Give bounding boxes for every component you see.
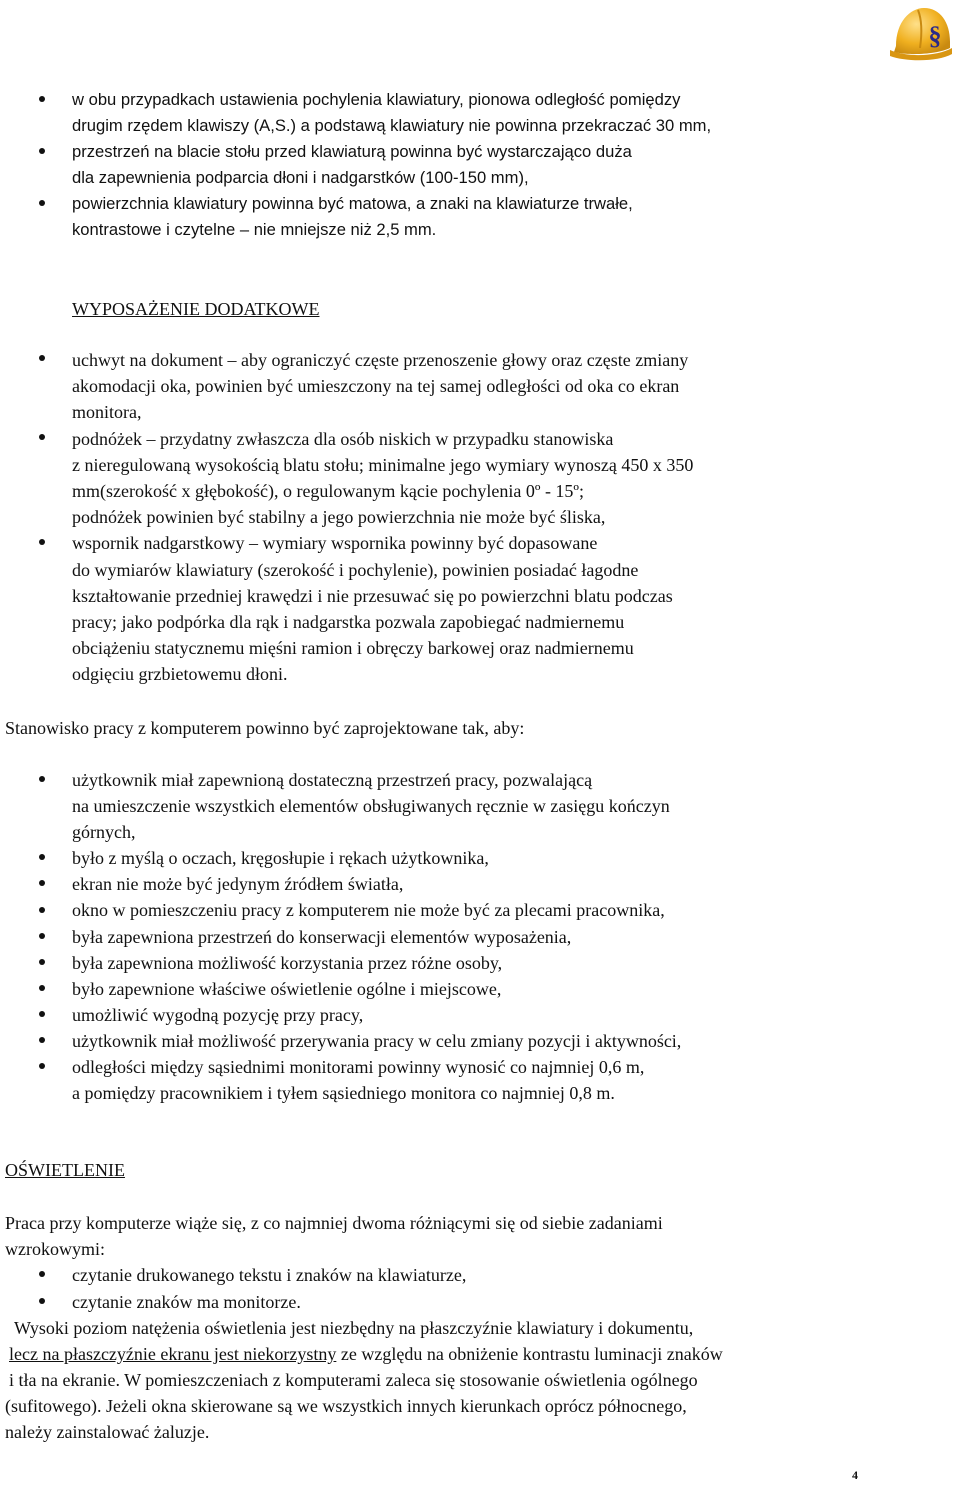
list-item-line: do wymiarów klawiatury (szerokość i pochylenie), powinien posiadać łagodne [72, 560, 639, 580]
list-item-line: uchwyt na dokument – aby ograniczyć częste przenoszenie głowy oraz częste zmiany [72, 350, 689, 370]
bullet [39, 776, 45, 782]
list-item-line: monitora, [72, 402, 142, 422]
list-item-line: czytanie drukowanego tekstu i znaków na klawiaturze, [72, 1265, 467, 1285]
list-item-line: dla zapewnienia podparcia dłoni i nadgarstków (100-150 mm), [72, 168, 529, 187]
list-item-line: w obu przypadkach ustawienia pochylenia klawiatury, pionowa odległość pomiędzy [72, 90, 681, 109]
bullet [39, 200, 45, 206]
bullet [39, 1037, 45, 1043]
bullet [39, 355, 45, 361]
list-item-line: kontrastowe i czytelne – nie mniejsze niż 2,5 mm. [72, 220, 437, 239]
list-item-line: mm(szerokość x głębokość), o regulowanym kącie pochylenia 0º - 15º; [72, 481, 585, 501]
list-item-line: drugim rzędem klawiszy (A,S.) a podstawą klawiatury nie powinna przekraczać 30 mm, [72, 116, 712, 135]
list-item-line: ekran nie może być jedynym źródłem światła, [72, 874, 404, 894]
list-item-line: wspornik nadgarstkowy – wymiary wspornika powinny być dopasowane [72, 533, 598, 553]
bullet [39, 1063, 45, 1069]
list-item-line: kształtowanie przedniej krawędzi i nie przesuwać się po powierzchni blatu podczas [72, 586, 673, 606]
lighting-intro-line: Praca przy komputerze wiąże się, z co najmniej dwoma różniącymi się od siebie zadaniami [5, 1213, 663, 1233]
section-heading-oswietlenie: OŚWIETLENIE [5, 1160, 125, 1180]
list-item-line: a pomiędzy pracownikiem i tyłem sąsiedniego monitora co najmniej 0,8 m. [72, 1083, 615, 1103]
lighting-intro-line: wzrokowymi: [5, 1239, 105, 1259]
bullet [39, 148, 45, 154]
bullet [39, 434, 45, 440]
hard-hat-paragraph-icon [888, 2, 954, 64]
bullet [39, 1011, 45, 1017]
list-item-line: akomodacji oka, powinien być umieszczony na tej samej odległości od oka co ekran [72, 376, 680, 396]
list-item-line: była zapewniona przestrzeń do konserwacji elementów wyposażenia, [72, 927, 572, 947]
list-item-line: okno w pomieszczeniu pracy z komputerem nie może być za plecami pracownika, [72, 900, 665, 920]
workstation-intro: Stanowisko pracy z komputerem powinno być zaprojektowane tak, aby: [5, 718, 525, 738]
bullet [39, 907, 45, 913]
list-item-line: górnych, [72, 822, 136, 842]
list-item-line: z nieregulowaną wysokością blatu stołu; minimalne jego wymiary wynoszą 450 x 350 [72, 455, 694, 475]
bullet [39, 854, 45, 860]
lighting-paragraph-line: Wysoki poziom natężenia oświetlenia jest niezbędny na płaszczyźnie klawiatury i dokumentu, [14, 1318, 694, 1338]
list-item-line: było z myślą o oczach, kręgosłupie i rękach użytkownika, [72, 848, 489, 868]
list-item-line: przestrzeń na blacie stołu przed klawiaturą powinna być wystarczająco duża [72, 142, 632, 161]
list-item-line: odległości między sąsiednimi monitorami powinny wynosić co najmniej 0,6 m, [72, 1057, 645, 1077]
underlined-phrase: lecz na płaszczyźnie ekranu jest niekorzystny [9, 1344, 337, 1364]
list-item-line: powierzchnia klawiatury powinna być matowa, a znaki na klawiaturze trwałe, [72, 194, 633, 213]
list-item-line: umożliwić wygodną pozycję przy pracy, [72, 1005, 364, 1025]
bullet [39, 539, 45, 545]
logo-glyph: § [928, 21, 942, 50]
bullet [39, 985, 45, 991]
bullet [39, 1271, 45, 1277]
list-item-line: na umieszczenie wszystkich elementów obsługiwanych ręcznie w zasięgu kończyn [72, 796, 670, 816]
list-item-line: użytkownik miał zapewnioną dostateczną przestrzeń pracy, pozwalającą [72, 770, 593, 790]
list-item-line: odgięciu grzbietowemu dłoni. [72, 664, 288, 684]
paragraph-text: ze względu na obniżenie kontrastu luminacji znaków [336, 1344, 723, 1364]
lighting-paragraph-line [9, 1341, 723, 1367]
bullet [39, 933, 45, 939]
bullet [39, 959, 45, 965]
list-item-line: było zapewnione właściwe oświetlenie ogólne i miejscowe, [72, 979, 502, 999]
lighting-paragraph-line: (sufitowego). Jeżeli okna skierowane są we wszystkich innych kierunkach oprócz północnego, [5, 1396, 687, 1416]
list-item-line: była zapewniona możliwość korzystania przez różne osoby, [72, 953, 503, 973]
section-heading-wyposazenie: WYPOSAŻENIE DODATKOWE [72, 299, 320, 319]
lighting-paragraph-line: należy zainstalować żaluzje. [5, 1422, 210, 1442]
page-number: 4 [852, 1468, 858, 1482]
bullet [39, 96, 45, 102]
list-item-line: podnóżek – przydatny zwłaszcza dla osób niskich w przypadku stanowiska [72, 429, 614, 449]
list-item-line: czytanie znaków ma monitorze. [72, 1292, 301, 1312]
list-item-line: podnóżek powinien być stabilny a jego powierzchnia nie może być śliska, [72, 507, 606, 527]
lighting-paragraph-line: i tła na ekranie. W pomieszczeniach z komputerami zaleca się stosowanie oświetlenia ogólnego [9, 1370, 698, 1390]
bullet [39, 880, 45, 886]
list-item-line: obciążeniu statycznemu mięśni ramion i obręczy barkowej oraz nadmiernemu [72, 638, 634, 658]
bullet [39, 1298, 45, 1304]
list-item-line: pracy; jako podpórka dla rąk i nadgarstka pozwala zapobiegać nadmiernemu [72, 612, 625, 632]
list-item-line: użytkownik miał możliwość przerywania pracy w celu zmiany pozycji i aktywności, [72, 1031, 682, 1051]
